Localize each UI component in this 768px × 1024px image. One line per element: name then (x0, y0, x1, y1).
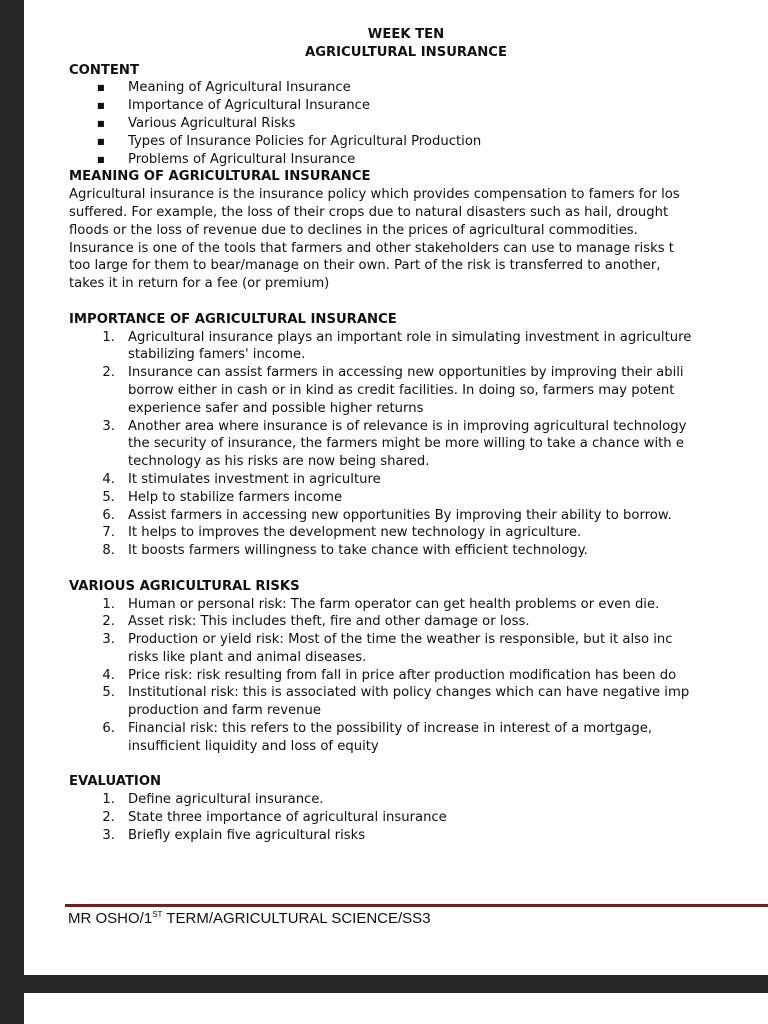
list-item: 1. Define agricultural insurance. (69, 791, 768, 809)
item-number: 3. (102, 827, 115, 843)
list-item: 4. Price risk: risk resulting from fall in price after production modification has been do (69, 667, 768, 685)
bullet-icon: ■ (97, 83, 105, 93)
content-list (69, 79, 768, 168)
paragraph-line: suffered. For example, the loss of their crops due to natural disasters such as hail, drought (69, 204, 669, 220)
document-body (69, 26, 768, 845)
list-item: 2. State three importance of agricultural insurance (69, 809, 768, 827)
list-item: 2. Asset risk: This includes theft, fire and other damage or loss. (69, 613, 768, 631)
item-number: 2. (102, 365, 115, 381)
importance-list (69, 329, 768, 560)
paragraph-line: floods or the loss of revenue due to declines in the prices of agricultural commodities. (69, 222, 638, 238)
list-item: 4. It stimulates investment in agriculture (69, 471, 768, 489)
bullet-icon: ■ (97, 101, 105, 111)
bullet-icon: ■ (97, 118, 105, 128)
next-page (24, 993, 768, 1024)
list-item: 6. Assist farmers in accessing new opportunities By improving their ability to borrow. (69, 507, 768, 525)
list-item: 1. Agricultural insurance plays an important role in simulating investment in agriculture stabilizing famers' income. (69, 329, 768, 365)
risks-heading: VARIOUS AGRICULTURAL RISKS (69, 578, 300, 594)
content-item: ■ Problems of Agricultural Insurance (97, 151, 356, 167)
list-item: 3. Another area where insurance is of relevance is in improving agricultural technology the security of insurance, the farmers might be more willing to take a chance with e technology as his risks are now being shared. (69, 418, 768, 471)
list-item: 8. It boosts farmers willingness to take chance with efficient technology. (69, 542, 768, 560)
item-number: 2. (102, 810, 115, 826)
paragraph-line: too large for them to bear/manage on their own. Part of the risk is transferred to another, (69, 258, 661, 274)
content-item: ■ Various Agricultural Risks (97, 115, 296, 131)
content-item: ■ Types of Insurance Policies for Agricultural Production (97, 133, 482, 149)
list-item: 7. It helps to improves the development new technology in agriculture. (69, 524, 768, 542)
item-number: 4. (102, 471, 115, 487)
item-number: 4. (102, 667, 115, 683)
evaluation-heading: EVALUATION (69, 774, 162, 790)
item-number: 1. (102, 596, 115, 612)
item-number: 7. (102, 525, 115, 541)
item-number: 5. (102, 489, 115, 505)
footer-divider (65, 904, 768, 907)
bullet-icon: ■ (97, 136, 105, 146)
item-number: 2. (102, 614, 115, 630)
page-footer: MR OSHO/1ST TERM/AGRICULTURAL SCIENCE/SS3 (68, 910, 431, 927)
item-number: 1. (102, 792, 115, 808)
item-number: 1. (102, 329, 115, 345)
meaning-heading: MEANING OF AGRICULTURAL INSURANCE (69, 169, 371, 185)
list-item: 3. Briefly explain five agricultural risks (69, 827, 768, 845)
list-item: 1. Human or personal risk: The farm operator can get health problems or even die. (69, 596, 768, 614)
item-number: 5. (102, 685, 115, 701)
paragraph-line: takes it in return for a fee (or premium) (69, 276, 330, 292)
item-number: 6. (102, 721, 115, 737)
evaluation-list (69, 791, 768, 844)
content-heading: CONTENT (69, 62, 139, 78)
document-page (24, 0, 768, 975)
list-item: 2. Insurance can assist farmers in accessing new opportunities by improving their abili borrow either in cash or in kind as credit facilities. In doing so, farmers may potent experience safer and possible higher returns (69, 364, 768, 417)
list-item: 5. Institutional risk: this is associated with policy changes which can have negative imp production and farm revenue (69, 684, 768, 720)
item-number: 8. (102, 543, 115, 559)
item-number: 3. (102, 418, 115, 434)
item-number: 3. (102, 632, 115, 648)
paragraph-line: Insurance is one of the tools that farmers and other stakeholders can use to manage risks t (69, 240, 674, 256)
list-item: 6. Financial risk: this refers to the possibility of increase in interest of a mortgage, insufficient liquidity and loss of equity (69, 720, 768, 756)
list-item: 3. Production or yield risk: Most of the time the weather is responsible, but it also inc risks like plant and animal diseases. (69, 631, 768, 667)
week-label: WEEK TEN (367, 27, 445, 42)
importance-heading: IMPORTANCE OF AGRICULTURAL INSURANCE (69, 311, 397, 327)
risks-list (69, 596, 768, 756)
list-item: 5. Help to stabilize farmers income (69, 489, 768, 507)
paragraph-line: Agricultural insurance is the insurance policy which provides compensation to famers for los (69, 187, 680, 203)
content-item: ■ Meaning of Agricultural Insurance (97, 80, 351, 96)
item-number: 6. (102, 507, 115, 523)
meaning-paragraph (69, 186, 768, 293)
bullet-icon: ■ (97, 154, 105, 164)
content-item: ■ Importance of Agricultural Insurance (97, 98, 371, 114)
page-title: AGRICULTURAL INSURANCE (305, 44, 507, 60)
